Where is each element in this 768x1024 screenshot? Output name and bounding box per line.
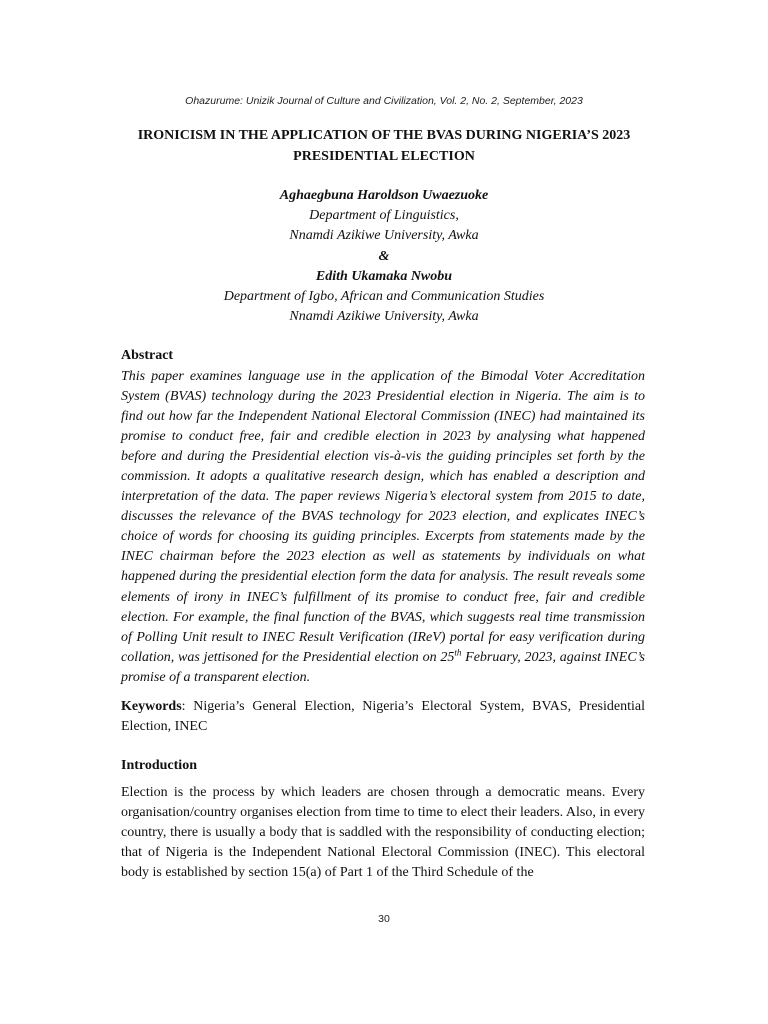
author-separator: &	[378, 248, 390, 264]
abstract-superscript: th	[454, 647, 462, 657]
author-1-university: Nnamdi Azikiwe University, Awka	[289, 228, 479, 244]
introduction-text: Election is the process by which leaders are chosen through a democratic means. Every organisation/country organises election from time to time to elect their leaders. Also, in every country, there is usually a body that is saddled with the responsibility of conducting election; that of Nigeria is the Independent National Electoral Commission (INEC). This electoral body is established by section 15(a) of Part 1 of the Third Schedule of the	[121, 785, 645, 881]
page-number: 30	[378, 913, 390, 925]
author-2-name: Edith Ukamaka Nwobu	[315, 268, 453, 284]
abstract-text-part-2: February, 2023, against INEC’s promise of a transparent election.	[121, 649, 645, 685]
title-line-1: IRONICISM IN THE APPLICATION OF THE BVAS DURING NIGERIA’S 2023	[137, 128, 631, 143]
keywords-label: Keywords	[121, 699, 182, 714]
article-title	[110, 125, 658, 167]
author-block	[110, 186, 658, 327]
keywords-text: : Nigeria’s General Election, Nigeria’s Electoral System, BVAS, Presidential Election, INEC	[121, 699, 645, 734]
title-line-2: PRESIDENTIAL ELECTION	[293, 149, 475, 164]
introduction-heading: Introduction	[121, 758, 197, 773]
abstract-heading: Abstract	[121, 348, 174, 363]
author-1-department: Department of Linguistics,	[309, 208, 459, 224]
author-2-department: Department of Igbo, African and Communication Studies	[223, 289, 545, 305]
author-1-name: Aghaegbuna Haroldson Uwaezuoke	[279, 188, 489, 203]
abstract-text-part-1: This paper examines language use in the application of the Bimodal Voter Accreditation System (BVAS) technology during the 2023 Presidential election in Nigeria. The aim is to find out how far the Independent National Electoral Commission (INEC) had maintained its promise to conduct free, fair and credible election in 2023 by analysing what happened before and during the Presidential election vis-à-vis the guiding principles set forth by the commission. It adopts a qualitative research design, which has enabled a description and interpretation of the data. The paper reviews Nigeria’s electoral system from 2015 to date, discusses the relevance of the BVAS technology for 2023 election, and explicates INEC’s choice of words for choosing its guiding principles. Excerpts from statements made by the INEC chairman before the 2023 election as well as statements by individuals on what happened during the presidential election form the data for analysis. The result reveals some elements of irony in INEC’s fulfillment of its promise to conduct free, fair and credible election. For example, the final function of the BVAS, which suggests real time transmission of Polling Unit result to INEC Result Verification (IReV) portal for easy verification during collation, was jettisoned for the Presidential election on 25	[121, 369, 645, 665]
abstract-text	[121, 367, 645, 688]
running-header: Ohazurume: Unizik Journal of Culture and Civilization, Vol. 2, No. 2, September, 2023	[185, 95, 583, 107]
keywords-paragraph	[121, 697, 645, 737]
author-2-university: Nnamdi Azikiwe University, Awka	[289, 309, 479, 325]
